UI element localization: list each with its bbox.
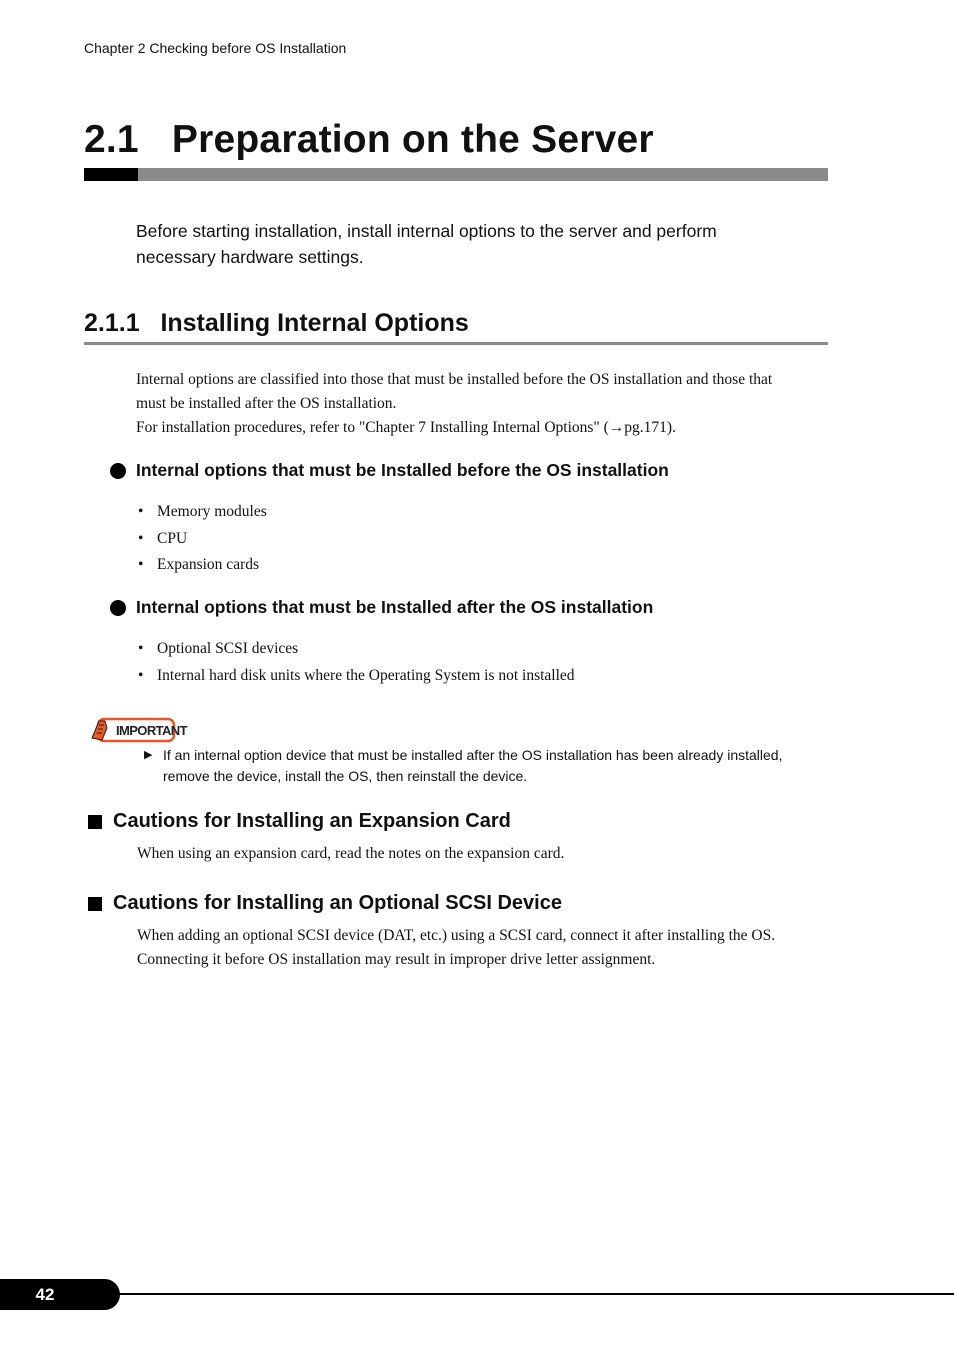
list-item: • Expansion cards (136, 552, 267, 579)
bullet-icon: • (138, 556, 144, 573)
section-paragraph (136, 368, 828, 440)
after-os-heading-text: Internal options that must be Installed after the OS installation (136, 597, 654, 617)
bullet-dot-icon (110, 600, 126, 616)
section-title: 2.1.1 Installing Internal Options (84, 309, 469, 337)
list-item: • CPU (136, 526, 267, 553)
intro-line-1: Before starting installation, install internal options to the server and perform (136, 221, 717, 241)
section-rule (84, 342, 828, 345)
intro-paragraph (136, 218, 826, 270)
caution-scsi-heading-text: Cautions for Installing an Optional SCSI Device (113, 892, 562, 914)
before-os-heading (110, 460, 669, 481)
square-bullet-icon (88, 897, 102, 911)
title-bar-gray (138, 168, 828, 181)
bullet-icon: • (138, 503, 144, 520)
caution-expansion-heading (88, 810, 511, 833)
section-para-line-3: For installation procedures, refer to "Chapter 7 Installing Internal Options" (→pg.171). (136, 419, 676, 436)
bullet-dot-icon (110, 463, 126, 479)
caution-scsi-line-1: When adding an optional SCSI device (DAT, etc.) using a SCSI card, connect it after installing the OS. (137, 927, 776, 944)
footer-rule (110, 1293, 954, 1295)
bullet-icon: • (138, 529, 144, 547)
before-os-list (136, 499, 267, 579)
after-os-list (136, 636, 575, 689)
caution-expansion-text: When using an expansion card, read the notes on the expansion card. (137, 845, 565, 862)
running-header: Chapter 2 Checking before OS Installation (84, 40, 347, 56)
page-number: 42 (0, 1279, 120, 1310)
section-para-line-2: must be installed after the OS installation. (136, 395, 397, 412)
title-bar-dark (84, 168, 138, 181)
intro-line-2: necessary hardware settings. (136, 247, 364, 267)
section-para-line-1: Internal options are classified into those that must be installed before the OS installation and those that (136, 371, 773, 388)
caution-scsi-line-2: Connecting it before OS installation may result in improper drive letter assignment. (137, 951, 656, 968)
after-os-heading (110, 597, 653, 618)
square-bullet-icon (88, 815, 102, 829)
bullet-icon: • (138, 640, 144, 657)
list-item: • Internal hard disk units where the Operating System is not installed (136, 663, 575, 690)
caution-scsi-text (137, 924, 837, 972)
chapter-title: 2.1 Preparation on the Server (84, 118, 654, 161)
bullet-icon: • (138, 666, 144, 684)
important-note (144, 745, 834, 787)
important-line-1: If an internal option device that must be installed after the OS installation has been already installed, (163, 747, 783, 763)
caution-scsi-heading (88, 892, 562, 915)
list-item: • Optional SCSI devices (136, 636, 575, 663)
triangle-right-icon: ▶ (144, 749, 153, 761)
list-item: • Memory modules (136, 499, 267, 526)
caution-expansion-heading-text: Cautions for Installing an Expansion Card (113, 810, 511, 832)
important-line-2: remove the device, install the OS, then reinstall the device. (163, 768, 528, 784)
important-label: IMPORTANT (116, 723, 187, 738)
before-os-heading-text: Internal options that must be Installed before the OS installation (136, 460, 669, 480)
